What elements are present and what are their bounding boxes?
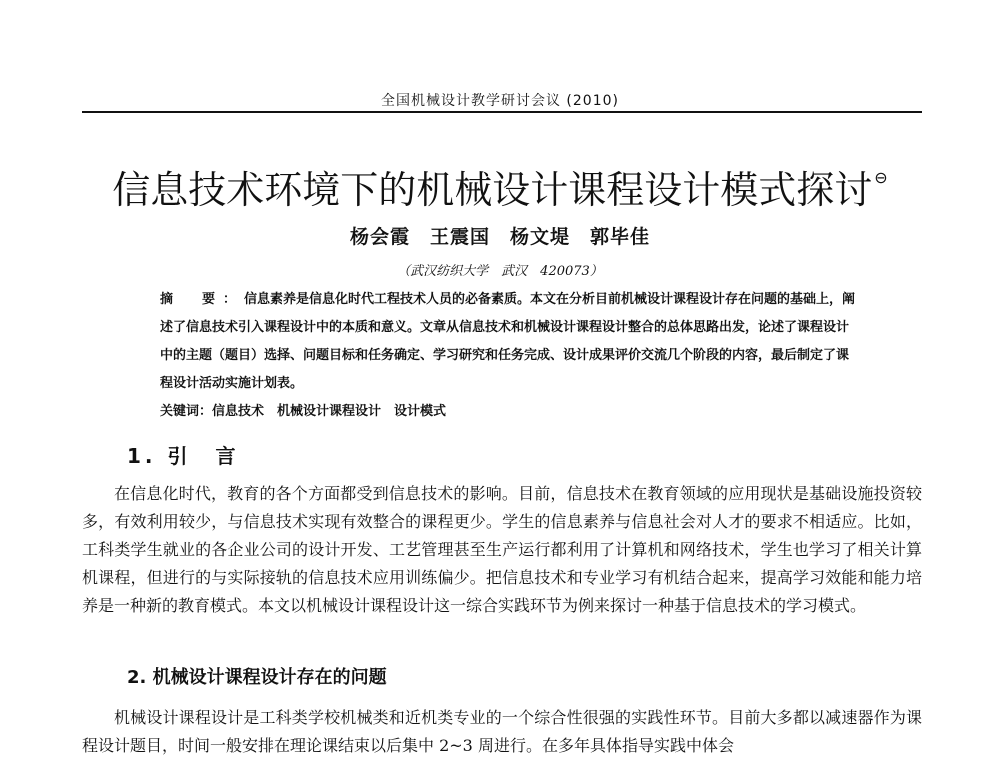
paper-title (0, 155, 1000, 213)
title-footnote-mark: ⊖ (874, 168, 888, 187)
abstract-label: 摘 要： (160, 292, 245, 307)
section-body-introduction (82, 480, 922, 620)
header-rule (82, 111, 922, 113)
keywords-label: 关键词： (160, 404, 213, 419)
section-heading-introduction: 1. 引 言 (127, 444, 240, 468)
paragraph: 机械设计课程设计是工科类学校机械类和近机类专业的一个综合性很强的实践性环节。目前大多都以减速器作为课程设计题目，时间一般安排在理论课结束以后集中 2~3 周进行。在多年具体指导实践中体会 (82, 708, 922, 755)
running-head: 全国机械设计教学研讨会议 (2010) (380, 93, 619, 109)
paragraph: 在信息化时代，教育的各个方面都受到信息技术的影响。目前，信息技术在教育领域的应用现状是基础设施投资较多，有效利用较少，与信息技术实现有效整合的课程更少。学生的信息素养与信息社会对人才的要求不相适应。比如，工科类学生就业的各企业公司的设计开发、工艺管理甚至生产运行都利用了计算机和网络技术，学生也学习了相关计算机课程，但进行的与实际接轨的信息技术应用训练偏少。把信息技术和专业学习有机结合起来，提高学习效能和能力培养是一种新的教育模式。本文以机械设计课程设计这一综合实践环节为例来探讨一种基于信息技术的学习模式。 (82, 484, 922, 615)
abstract (160, 286, 860, 426)
section-heading-problems: 2. 机械设计课程设计存在的问题 (127, 667, 387, 688)
section-body-problems (82, 704, 922, 760)
keywords-text: 信息技术 机械设计课程设计 设计模式 (212, 404, 447, 419)
affiliation: （武汉纺织大学 武汉 420073） (397, 264, 603, 279)
title-text: 信息技术环境下的机械设计课程设计模式探讨 (112, 168, 873, 212)
keywords (160, 398, 860, 426)
abstract-body (160, 286, 860, 398)
authors: 杨会霞 王震国 杨文堤 郭毕佳 (349, 226, 650, 248)
abstract-text: 信息素养是信息化时代工程技术人员的必备素质。本文在分析目前机械设计课程设计存在问题的基础上，阐述了信息技术引入课程设计中的本质和意义。文章从信息技术和机械设计课程设计整合的总体思路出发，论述了课程设计中的主题（题目）选择、问题目标和任务确定、学习研究和任务完成、设计成果评价交流几个阶段的内容，最后制定了课程设计活动实施计划表。 (160, 292, 856, 391)
